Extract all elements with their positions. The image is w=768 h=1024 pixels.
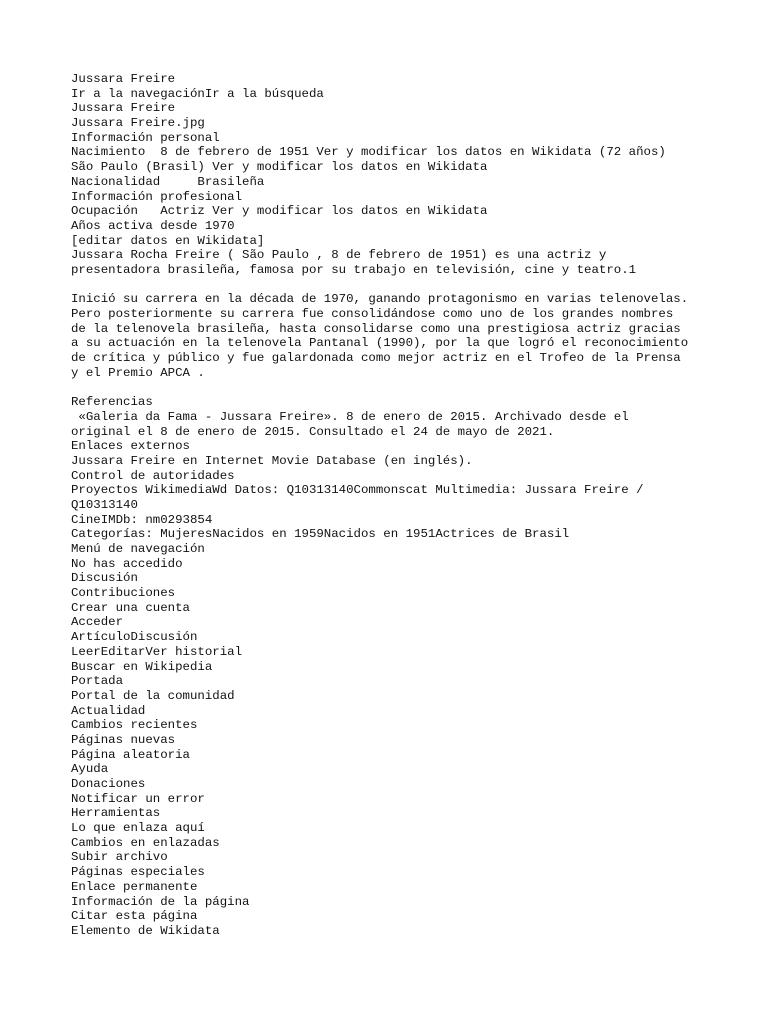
wikimedia-projects[interactable]: Proyectos WikimediaWd Datos: Q10313140Commonscat Multimedia: Jussara Freire /: [71, 483, 644, 498]
nav-item-upload-file[interactable]: Subir archivo: [71, 850, 168, 865]
reference-item[interactable]: «Galeria da Fama - Jussara Freire». 8 de enero de 2015. Archivado desde el: [71, 409, 629, 424]
references-heading: Referencias: [71, 395, 153, 410]
edit-wikidata-link[interactable]: [editar datos en Wikidata]: [71, 233, 265, 248]
categories[interactable]: Categorías: MujeresNacidos en 1959Nacidos en 1951Actrices de Brasil: [71, 527, 570, 542]
jump-links[interactable]: Ir a la navegaciónIr a la búsqueda: [71, 86, 324, 101]
nav-item-random-page[interactable]: Página aleatoria: [71, 747, 190, 762]
nav-item-permanent-link[interactable]: Enlace permanente: [71, 879, 198, 894]
nav-tools-heading: Herramientas: [71, 806, 161, 821]
nav-status: No has accedido: [71, 556, 183, 571]
nav-item-community-portal[interactable]: Portal de la comunidad: [71, 688, 235, 703]
nav-item-cite-page[interactable]: Citar esta página: [71, 909, 198, 924]
imdb-link[interactable]: Jussara Freire en Internet Movie Database (en inglés).: [71, 453, 473, 468]
reference-item: original el 8 de enero de 2015. Consultado el 24 de mayo de 2021.: [71, 424, 555, 439]
nav-item-donations[interactable]: Donaciones: [71, 777, 146, 791]
nav-item-discussion[interactable]: Discusión: [71, 571, 138, 586]
nav-item-recent-changes[interactable]: Cambios recientes: [71, 718, 198, 733]
wikimedia-projects-cont: Q10313140: [71, 497, 138, 512]
authority-control-heading: Control de autoridades: [71, 468, 235, 483]
career-line: Inició su carrera en la década de 1970, ganando protagonismo en varias telenovelas.: [71, 292, 689, 307]
infobox-birth-place: São Paulo (Brasil) Ver y modificar los datos en Wikidata: [71, 160, 488, 175]
infobox-image-link[interactable]: Jussara Freire.jpg: [71, 116, 205, 131]
infobox-name: Jussara Freire: [71, 101, 176, 116]
nav-item-home[interactable]: Portada: [71, 674, 124, 689]
career-line: de crítica y público y fue galardonada como mejor actriz en el Trofeo de la Prensa: [71, 351, 681, 366]
nav-item-what-links-here[interactable]: Lo que enlaza aquí: [71, 821, 205, 836]
infobox-section-professional: Información profesional: [71, 189, 243, 204]
nav-item-read-edit-history[interactable]: LeerEditarVer historial: [71, 644, 243, 659]
nav-item-related-changes[interactable]: Cambios en enlazadas: [71, 835, 220, 850]
document-page: [71, 72, 711, 939]
nav-item-search[interactable]: Buscar en Wikipedia: [71, 659, 213, 674]
infobox-years-active: Años activa desde 1970: [71, 218, 235, 233]
infobox-birth: Nacimiento 8 de febrero de 1951 Ver y modificar los datos en Wikidata (72 años): [71, 145, 666, 160]
infobox-nationality: Nacionalidad Brasileña: [71, 174, 265, 189]
infobox-section-personal: Información personal: [71, 130, 220, 145]
nav-item-special-pages[interactable]: Páginas especiales: [71, 865, 205, 880]
career-line: de la telenovela brasileña, hasta consolidarse como una prestigiosa actriz gracias: [71, 321, 681, 336]
intro-line: Jussara Rocha Freire ( São Paulo , 8 de febrero de 1951) es una actriz y: [71, 248, 607, 263]
nav-item-article-discussion[interactable]: ArtículoDiscusión: [71, 630, 198, 645]
page-title: Jussara Freire: [71, 72, 176, 86]
nav-item-page-info[interactable]: Información de la página: [71, 894, 250, 909]
cine-imdb[interactable]: CineIMDb: nm0293854: [71, 512, 213, 527]
infobox-occupation: Ocupación Actriz Ver y modificar los datos en Wikidata: [71, 204, 488, 219]
career-line: a su actuación en la telenovela Pantanal (1990), por la que logró el reconocimiento: [71, 336, 689, 351]
intro-line: presentadora brasileña, famosa por su trabajo en televisión, cine y teatro.1: [71, 262, 637, 277]
nav-item-report-error[interactable]: Notificar un error: [71, 791, 205, 806]
nav-item-new-pages[interactable]: Páginas nuevas: [71, 732, 176, 747]
nav-menu-heading: Menú de navegación: [71, 542, 205, 556]
external-links-heading: Enlaces externos: [71, 439, 190, 454]
nav-item-login[interactable]: Acceder: [71, 615, 124, 630]
nav-item-current-events[interactable]: Actualidad: [71, 703, 146, 718]
nav-item-create-account[interactable]: Crear una cuenta: [71, 600, 190, 615]
nav-item-wikidata-item[interactable]: Elemento de Wikidata: [71, 923, 220, 938]
nav-item-contributions[interactable]: Contribuciones: [71, 586, 176, 601]
nav-item-help[interactable]: Ayuda: [71, 762, 109, 777]
career-line: y el Premio APCA .: [71, 365, 205, 380]
career-line: Pero posteriormente su carrera fue consolidándose como uno de los grandes nombres: [71, 307, 674, 321]
